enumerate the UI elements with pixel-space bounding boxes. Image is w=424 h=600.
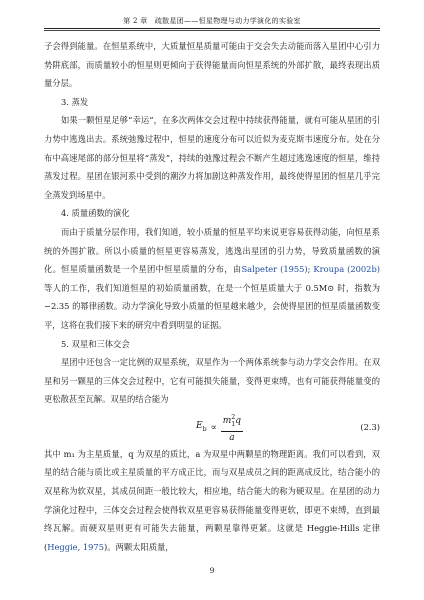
header-rule (44, 28, 380, 29)
section-4-heading: 4. 质量函数的演化 (61, 208, 130, 219)
section-3-paragraph: 如果一颗恒星足够“幸运”，在多次两体交会过程中持续获得能量，就有可能从星团的引力势中逃逸出去。系统弛豫过程中，恒星的速度分布可以近似为麦克斯韦速度分布。处在分布中高速尾部的部分恒星将“蒸发”，持续的弛豫过程会不断产生超过逃逸速度的恒星，维持蒸发过程。星团在银河系中受到的潮汐力将加剧这种蒸发作用，最终使得星团的恒星几乎完全蒸发到场星中。 (44, 115, 380, 200)
intro-paragraph: 子会得到能量。在恒星系统中，大质量恒星质量可能由于交会失去动能而落入星团中心引力势阱底部，而质量较小的恒星则更倾向于获得能量而向恒星系统的外部扩散，最终表现出质量分层。 (44, 41, 380, 89)
citation-heggie[interactable]: Heggie, 1975 (47, 541, 104, 552)
section-5-text-a: 其中 m₁ 为主星质量，q 为双星的质比，a 为双星中两颗星的物理距离。我们可以看到，双星的结合能与质比或主星质量的平方成正比，而与双星成员之间的距离成反比，结合能小的双星称为软双星，其成员间距一般比较大，相应地，结合能大的称为硬双星。在星团的动力学演化过程中，三体交会过程会使得软双星更容易获得能量变得更软，即更不束缚，直到最终瓦解。而硬双星则更有可能失去能量，两颗星靠得更紧。这就是 Heggie-Hills 定律 ( (44, 448, 380, 552)
citation-salpeter[interactable]: Salpeter (1955) (241, 264, 308, 275)
running-header: 第 2 章 疏散星团——恒星物理与动力学演化的实验室 (123, 17, 301, 25)
section-4-text-b: 等人的工作，我们知道恒星的初始质量函数，在是一个恒星质量大于 0.5M⊙ 时，指数为 −2.35 的幂律函数。动力学演化导致小质量的恒星越来越少，会使得星团的恒星质量函数变平，这将在我们接下来的研究中看到明显的证据。 (44, 282, 380, 330)
header-rule-thin (44, 30, 380, 31)
equation-numerator: $m^2_1q$ (221, 412, 243, 432)
section-4-text-a: 而由于质量分层作用，我们知道，较小质量的恒星平均来说更容易获得动能，向恒星系统的外围扩散。所以小质量的恒星更容易蒸发，逃逸出星团的引力势，导致质量函数的演化。恒星质量函数是一个星团中恒星质量的分布，由 (44, 226, 380, 275)
equation-body (196, 412, 243, 444)
citation-kroupa[interactable]: Kroupa (2002b) (313, 264, 380, 275)
page-number: 9 (209, 566, 215, 575)
equation-2-3 (44, 409, 380, 445)
equation-denominator: a (229, 432, 235, 443)
equation-number: (2.3) (360, 421, 380, 432)
section-5-paragraph-2 (44, 445, 380, 557)
section-5-paragraph-1: 星团中还包含一定比例的双星系统，双星作为一个两体系统参与动力学交会作用。在双星和另一颗星的三体交会过程中，它有可能损失能量，变得更束缚，也有可能获得能量变的更松散甚至瓦解。双星的结合能为 (44, 357, 380, 405)
body-text (44, 37, 380, 556)
section-5-heading: 5. 双星和三体交会 (61, 338, 130, 349)
equation-fraction (221, 412, 243, 444)
section-5-text-b: )。两颗太阳质量， (103, 541, 174, 552)
section-4-paragraph (44, 223, 380, 335)
section-3-heading: 3. 蒸发 (61, 96, 89, 107)
equation-relation: ∝ (210, 422, 217, 433)
citation-separator: ; (307, 264, 314, 275)
equation-lhs: $E_b$ (196, 420, 207, 433)
